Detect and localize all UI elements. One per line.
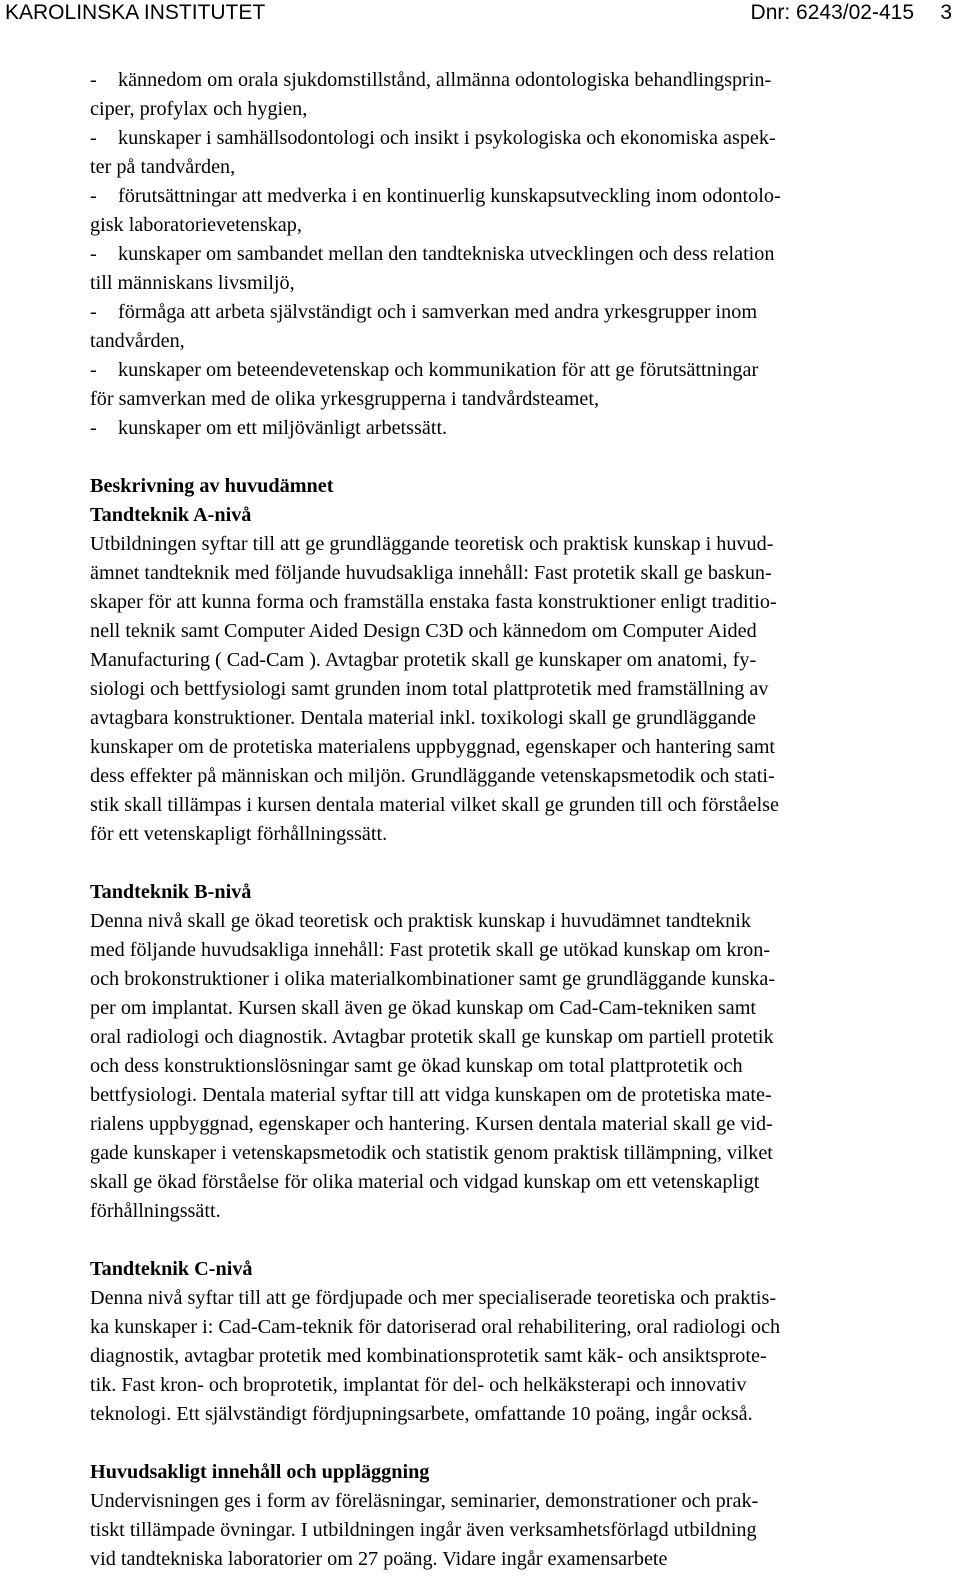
subsection-heading: Tandteknik C-nivå	[90, 1258, 253, 1280]
list-item-line: kunskaper om ett miljövänligt arbetssätt.	[118, 417, 448, 439]
organization-name: KAROLINSKA INSTITUTET	[5, 1, 266, 24]
paragraph-line: teknologi. Ett självständigt fördjupningsarbete, omfattande 10 poäng, ingår också.	[90, 1403, 753, 1425]
list-item	[90, 414, 958, 443]
page-header	[0, 0, 960, 28]
paragraph-line: skaper för att kunna forma och framställa enstaka fasta konstruktioner enligt traditio-	[90, 591, 777, 613]
paragraph-line: Denna nivå skall ge ökad teoretisk och praktisk kunskap i huvudämnet tandteknik	[90, 910, 751, 932]
list-dash: -	[90, 359, 97, 381]
list-item-line: kunskaper om sambandet mellan den tandtekniska utvecklingen och dess relation	[118, 243, 775, 265]
list-dash: -	[90, 417, 97, 439]
list-dash: -	[90, 185, 97, 207]
section-heading: Beskrivning av huvudämnet	[90, 475, 334, 497]
list-item-line: tandvården,	[90, 330, 185, 352]
paragraph-line: Undervisningen ges i form av föreläsningar, seminarier, demonstrationer och prak-	[90, 1490, 759, 1512]
paragraph-line: och dess konstruktionslösningar samt ge ökad kunskap om total plattprotetik och	[90, 1055, 743, 1077]
paragraph-line: för ett vetenskapligt förhållningssätt.	[90, 823, 388, 845]
list-dash: -	[90, 243, 97, 265]
paragraph-line: Manufacturing ( Cad-Cam ). Avtagbar protetik skall ge kunskaper om anatomi, fy-	[90, 649, 757, 671]
list-item-line: ciper, profylax och hygien,	[90, 98, 308, 120]
paragraph-line: rialens uppbyggnad, egenskaper och hantering. Kursen dentala material skall ge vid-	[90, 1113, 773, 1135]
paragraph-line: nell teknik samt Computer Aided Design C3D och kännedom om Computer Aided	[90, 620, 757, 642]
subsection-heading: Tandteknik A-nivå	[90, 504, 252, 526]
paragraph-line: ämnet tandteknik med följande huvudsakliga innehåll: Fast protetik skall ge baskun-	[90, 562, 772, 584]
list-item-line: gisk laboratorievetenskap,	[90, 214, 302, 236]
list-item	[90, 182, 958, 240]
section-a	[90, 472, 958, 849]
list-dash: -	[90, 127, 97, 149]
list-item-line: kännedom om orala sjukdomstillstånd, allmänna odontologiska behandlingsprin-	[118, 69, 772, 91]
paragraph-line: tiskt tillämpade övningar. I utbildningen ingår även verksamhetsförlagd utbildning	[90, 1519, 757, 1541]
list-item-line: kunskaper om beteendevetenskap och kommunikation för att ge förutsättningar	[118, 359, 759, 381]
paragraph-line: ka kunskaper i: Cad-Cam-teknik för datoriserad oral rehabilitering, oral radiologi och	[90, 1316, 781, 1338]
paragraph-line: förhållningssätt.	[90, 1200, 221, 1222]
page-number: 3	[940, 1, 952, 24]
list-item	[90, 240, 958, 298]
paragraph-line: Denna nivå syftar till att ge fördjupade och mer specialiserade teoretiska och praktis-	[90, 1287, 777, 1309]
paragraph-line: per om implantat. Kursen skall även ge ökad kunskap om Cad-Cam-tekniken samt	[90, 997, 757, 1019]
paragraph-line: Utbildningen syftar till att ge grundläggande teoretisk och praktisk kunskap i huvud-	[90, 533, 774, 555]
paragraph-line: oral radiologi och diagnostik. Avtagbar protetik skall ge kunskap om partiell protetik	[90, 1026, 774, 1048]
list-dash: -	[90, 69, 97, 91]
list-item	[90, 356, 958, 414]
list-item	[90, 124, 958, 182]
paragraph-line: med följande huvudsakliga innehåll: Fast protetik skall ge utökad kunskap om kron-	[90, 939, 771, 961]
document-body	[90, 66, 958, 1574]
paragraph-line: bettfysiologi. Dentala material syftar till att vidga kunskapen om de protetiska mate-	[90, 1084, 772, 1106]
list-item-line: till människans livsmiljö,	[90, 272, 295, 294]
paragraph-line: diagnostik, avtagbar protetik med kombinationsprotetik samt käk- och ansiktsprote-	[90, 1345, 767, 1367]
list-item-line: för samverkan med de olika yrkesgrupperna i tandvårdsteamet,	[90, 388, 599, 410]
list-item-line: förutsättningar att medverka i en kontinuerlig kunskapsutveckling inom odontolo-	[118, 185, 781, 207]
paragraph-line: kunskaper om de protetiska materialens uppbyggnad, egenskaper och hantering samt	[90, 736, 776, 758]
paragraph-line: och brokonstruktioner i olika materialkombinationer samt ge grundläggande kunska-	[90, 968, 776, 990]
subsection-heading: Huvudsakligt innehåll och uppläggning	[90, 1461, 430, 1483]
paragraph-line: dess effekter på människan och miljön. Grundläggande vetenskapsmetodik och stati-	[90, 765, 775, 787]
list-item-line: förmåga att arbeta självständigt och i samverkan med andra yrkesgrupper inom	[118, 301, 758, 323]
paragraph-line: tik. Fast kron- och broprotetik, implantat för del- och helkäksterapi och innovativ	[90, 1374, 747, 1396]
section-d	[90, 1458, 958, 1574]
list-dash: -	[90, 301, 97, 323]
list-item	[90, 66, 958, 124]
subsection-heading: Tandteknik B-nivå	[90, 881, 252, 903]
paragraph-line: avtagbara konstruktioner. Dentala material inkl. toxikologi skall ge grundläggande	[90, 707, 756, 729]
list-item-line: kunskaper i samhällsodontologi och insikt i psykologiska och ekonomiska aspek-	[118, 127, 776, 149]
paragraph-line: skall ge ökad förståelse för olika material och vidgad kunskap om ett vetenskapligt	[90, 1171, 760, 1193]
section-b	[90, 878, 958, 1226]
section-c	[90, 1255, 958, 1429]
document-number: Dnr: 6243/02-415	[750, 1, 914, 24]
list-item-line: ter på tandvården,	[90, 156, 236, 178]
paragraph-line: gade kunskaper i vetenskapsmetodik och statistik genom praktisk tillämpning, vilket	[90, 1142, 773, 1164]
paragraph-line: vid tandtekniska laboratorier om 27 poäng. Vidare ingår examensarbete	[90, 1548, 668, 1570]
objectives-list	[90, 66, 958, 443]
paragraph-line: stik skall tillämpas i kursen dentala material vilket skall ge grunden till och förståelse	[90, 794, 779, 816]
list-item	[90, 298, 958, 356]
paragraph-line: siologi och bettfysiologi samt grunden inom total plattprotetik med framställning av	[90, 678, 769, 700]
